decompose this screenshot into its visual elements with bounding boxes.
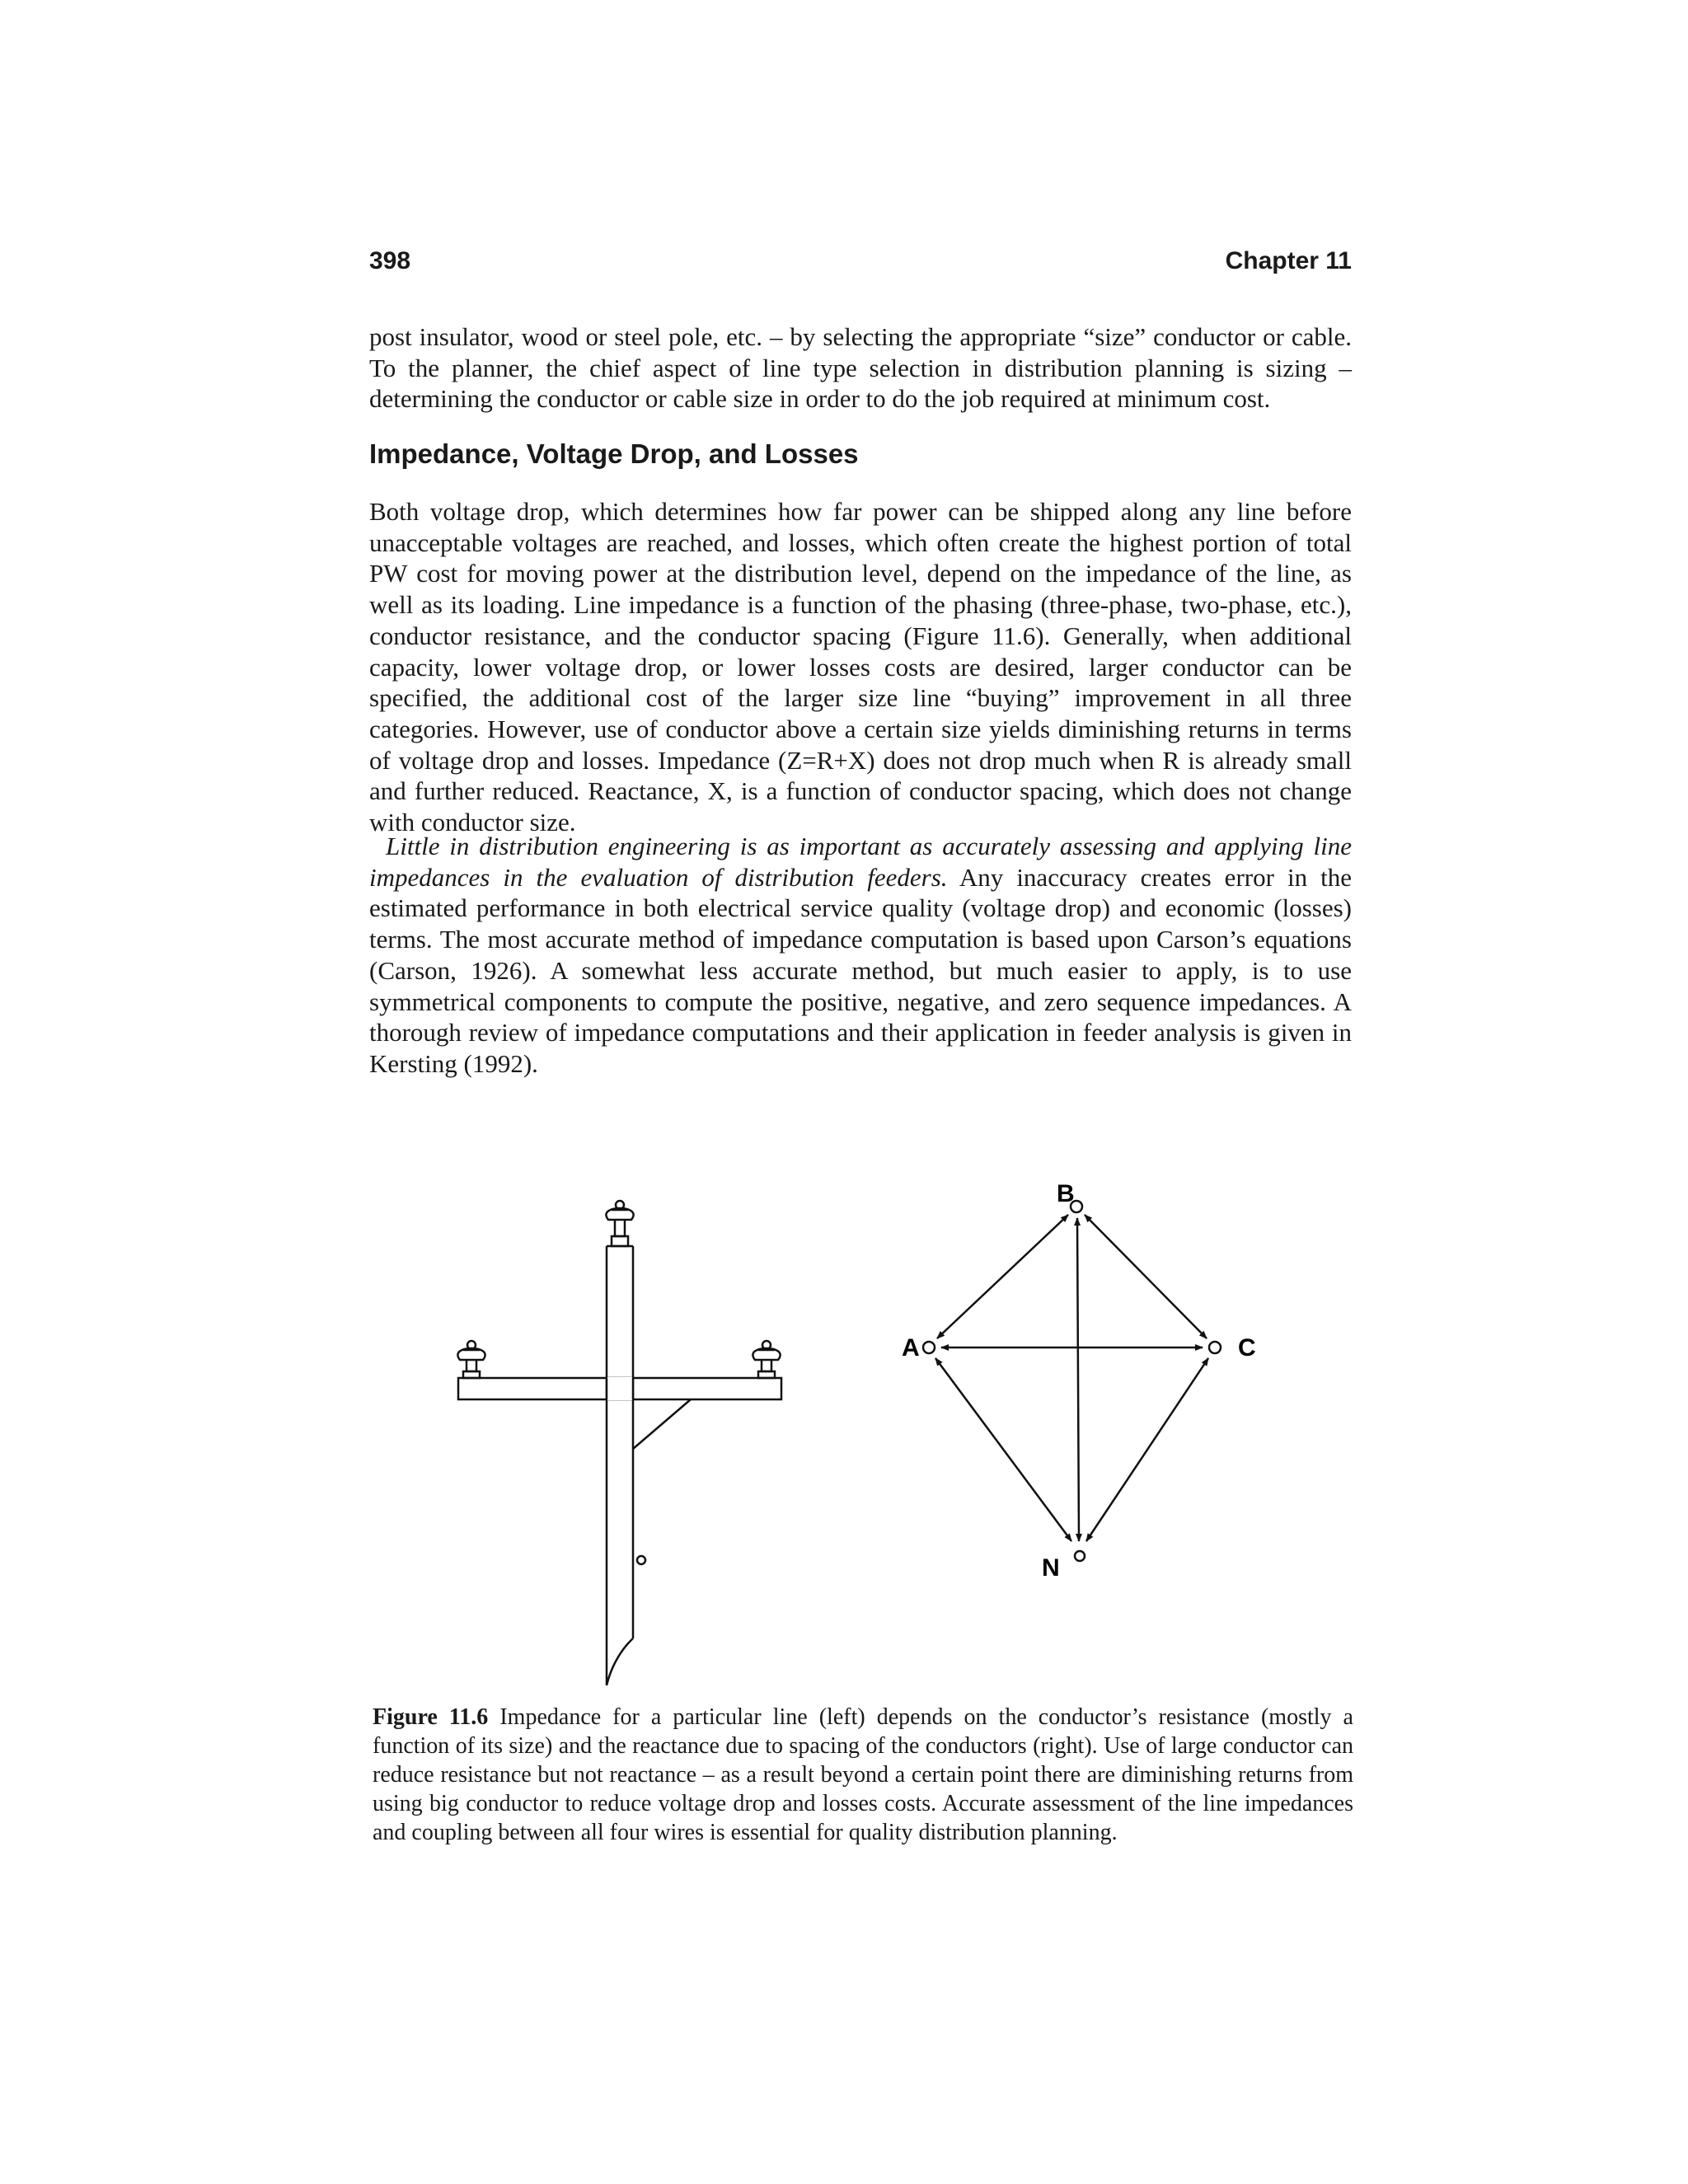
edge-a-n <box>935 1358 1071 1541</box>
left-insulator <box>457 1341 485 1378</box>
pole <box>607 1246 633 1648</box>
neutral-bolt <box>637 1556 645 1564</box>
right-insulator <box>753 1341 780 1378</box>
paragraph-3-rest: Any inaccuracy creates error in the estimated performance in both electrical service quality (voltage drop) and economic (losses) terms. The most accurate method of impedance computation is based upon Carson’s equations (Carson, 1926). A somewhat less accurate method, but much easier to apply, is to use symmetrical components to compute the positive, negative, and zero sequence impedances. A thorough review of impedance computations and their application in feeder analysis is given in Kersting (1992). <box>369 862 1352 1078</box>
utility-pole-drawing <box>457 1201 781 1685</box>
node-a <box>923 1342 935 1353</box>
caption-text: Impedance for a particular line (left) depends on the conductor’s resistance (mostly a function of its size) and the reactance due to spacing of the conductors (right). Use of large conductor can reduce resistance but not reactance – as a result beyond a certain point there are diminishing returns from using big conductor to reduce voltage drop and losses costs. Accurate assessment of the line impedances and coupling between all four wires is essential for quality distribution planning. <box>373 1704 1353 1845</box>
label-b: B <box>1057 1180 1075 1207</box>
edge-b-c <box>1085 1215 1207 1338</box>
conductor-spacing-diagram <box>923 1201 1221 1561</box>
figure-caption <box>373 1703 1353 1847</box>
chapter-title: Chapter 11 <box>1225 247 1352 274</box>
section-heading: Impedance, Voltage Drop, and Losses <box>369 438 859 469</box>
label-c: C <box>1238 1334 1256 1361</box>
edge-c-n <box>1086 1358 1208 1541</box>
top-insulator <box>606 1201 633 1246</box>
caption-label: Figure 11.6 <box>373 1704 489 1730</box>
page-number: 398 <box>369 247 411 274</box>
paragraph-2: Both voltage drop, which determines how far power can be shipped along any line before unacceptable voltages are reached, and losses, which often create the highest portion of total PW cost for moving power at the distribution level, depend on the impedance of the line, as well as its loading. Line impedance is a function of the phasing (three-phase, two-phase, etc.), conductor resistance, and the conductor spacing (Figure 11.6). Generally, when additional capacity, lower voltage drop, or lower losses costs are desired, larger conductor can be specified, the additional cost of the larger size line “buying” improvement in all three categories. However, use of conductor above a certain size yields diminishing returns in terms of voltage drop and losses. Impedance (Z=R+X) does not drop much when R is already small and further reduced. Reactance, X, is a function of conductor spacing, which does not change with conductor size. <box>369 497 1352 837</box>
brace <box>633 1399 691 1449</box>
label-a: A <box>902 1334 920 1361</box>
paragraph-3-italic: Little in distribution engineering is as important as accurately assessing and applying line impedances in the evaluation of distribution feeders. <box>369 832 1352 892</box>
paragraph-1: post insulator, wood or steel pole, etc. – by selecting the appropriate “size” conductor or cable. To the planner, the chief aspect of line type selection in distribution planning is sizing – determining the conductor or cable size in order to do the job required at minimum cost. <box>369 322 1352 414</box>
node-n <box>1075 1551 1085 1561</box>
edge-b-n <box>1077 1218 1079 1541</box>
node-c <box>1209 1342 1221 1353</box>
label-n: N <box>1042 1554 1060 1582</box>
edge-b-a <box>937 1215 1068 1338</box>
pole-break <box>607 1638 633 1685</box>
